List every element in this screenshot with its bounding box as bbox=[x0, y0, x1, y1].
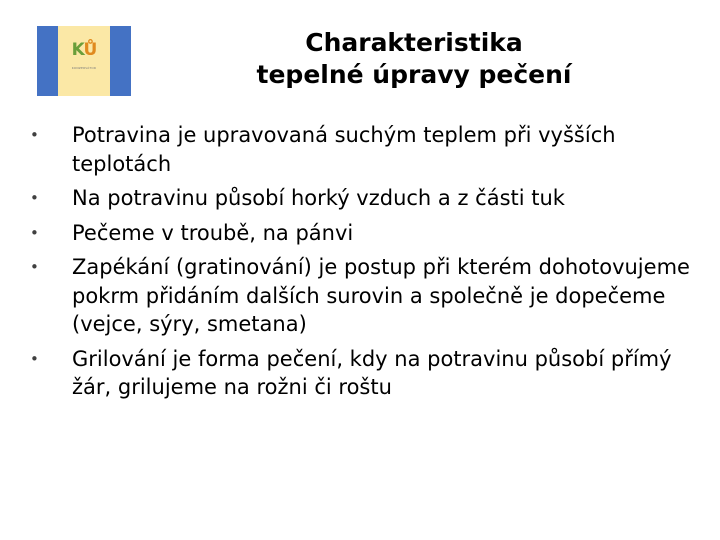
slide-title-line-2: tepelné úpravy pečení bbox=[256, 60, 572, 89]
bullet-text: Na potravinu působí horký vzduch a z části tuk bbox=[72, 186, 565, 210]
logo-badge bbox=[58, 26, 110, 96]
bullet-dot-icon: • bbox=[30, 126, 39, 144]
bullet-text: Zapékání (gratinování) je postup při kterém dohotovujeme pokrm přidáním dalších surovin a společně je dopečeme (vejce, sýry, smetana) bbox=[72, 255, 690, 336]
bullet-list bbox=[30, 121, 690, 408]
bullet-item bbox=[30, 219, 690, 248]
bullet-text: Grilování je forma pečení, kdy na potravinu působí přímý žár, grilujeme na rožni či roštu bbox=[72, 346, 672, 399]
bullet-text: Potravina je upravovaná suchým teplem při vyšších teplotách bbox=[72, 123, 616, 176]
bullet-item bbox=[30, 121, 690, 178]
bullet-dot-icon: • bbox=[30, 349, 39, 368]
logo-mark bbox=[58, 40, 110, 60]
logo-subtitle: KONZERVÁTOR bbox=[71, 66, 97, 70]
bullet-item bbox=[30, 253, 690, 339]
bullet-dot-icon: • bbox=[30, 258, 39, 276]
slide-title bbox=[180, 27, 648, 91]
logo-mark-k: K bbox=[71, 40, 84, 60]
bullet-item bbox=[30, 345, 690, 402]
logo-mark-u: Ů bbox=[83, 40, 97, 60]
logo bbox=[37, 26, 131, 96]
bullet-dot-icon: • bbox=[30, 189, 39, 207]
bullet-text: Pečeme v troubě, na pánvi bbox=[72, 220, 354, 245]
slide-title-line-1: Charakteristika bbox=[305, 28, 523, 57]
bullet-item bbox=[30, 184, 690, 213]
bullet-dot-icon: • bbox=[30, 223, 39, 242]
